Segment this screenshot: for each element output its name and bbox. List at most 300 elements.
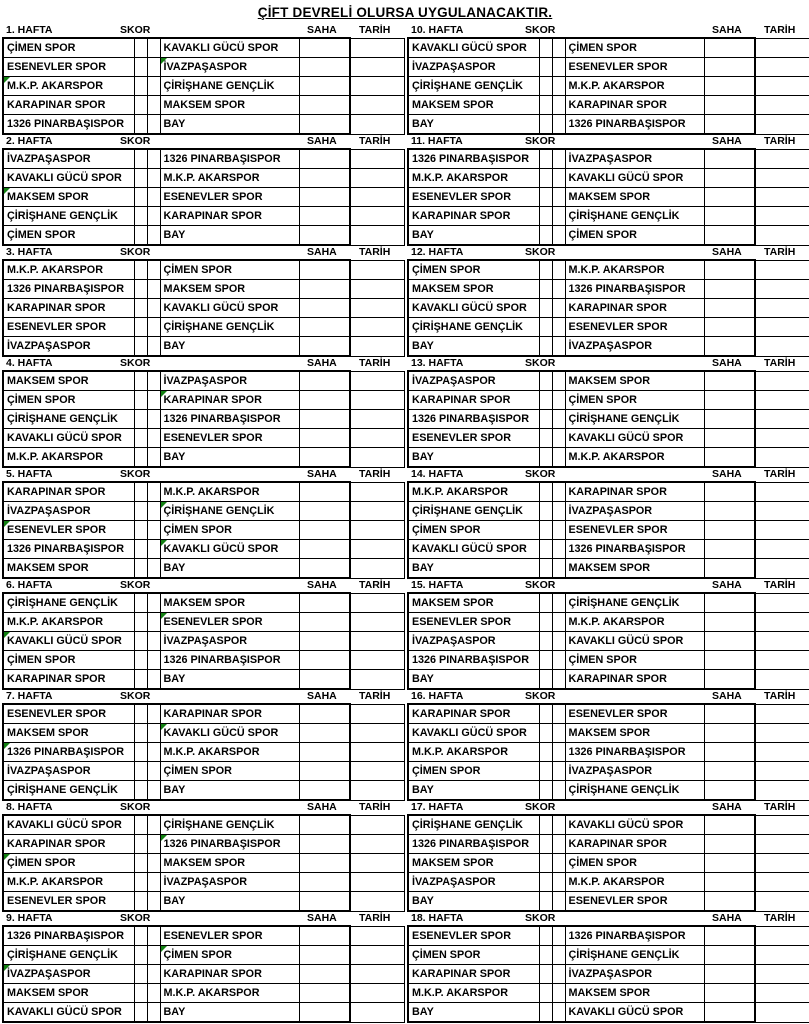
saha-value-cell [299,873,350,892]
away-score-cell [147,873,160,892]
saha-value-cell [704,96,755,115]
saha-value-cell [299,38,350,58]
tarih-value-cell [350,1003,404,1023]
match-row [408,854,809,873]
week-header [407,578,808,592]
home-team-cell: ESENEVLER SPOR [3,892,134,912]
week-block [2,578,403,689]
away-team-cell: ÇİMEN SPOR [565,854,704,873]
away-team-cell: ÇİRİŞHANE GENÇLİK [565,207,704,226]
home-team-cell: M.K.P. AKARSPOR [408,482,539,502]
away-score-cell [147,226,160,246]
home-team-cell: ÇİMEN SPOR [3,391,134,410]
match-row [408,651,809,670]
tarih-value-cell [755,521,809,540]
week-header [2,467,403,481]
home-score-cell [539,540,552,559]
away-score-cell [552,946,565,965]
match-row [3,892,404,912]
home-score-cell [134,149,147,169]
tarih-value-cell [755,965,809,984]
match-row [3,984,404,1003]
home-score-cell [539,115,552,135]
home-team-cell: MAKSEM SPOR [3,984,134,1003]
match-row [3,873,404,892]
away-score-cell [552,391,565,410]
home-score-cell [134,58,147,77]
week-block [2,911,403,1022]
away-team-cell: BAY [160,448,299,468]
home-team-cell: ÇİRİŞHANE GENÇLİK [3,946,134,965]
comment-marker-icon [4,743,10,749]
match-row [408,946,809,965]
away-score-cell [552,670,565,690]
saha-value-cell [704,743,755,762]
fixture-table [2,370,405,468]
away-team-cell: ÇİRİŞHANE GENÇLİK [565,946,704,965]
home-team-cell: ÇİRİŞHANE GENÇLİK [3,781,134,801]
saha-column-header: SAHA [712,468,742,480]
tarih-column-header: TARİH [359,246,391,258]
saha-value-cell [704,762,755,781]
away-team-cell: ESENEVLER SPOR [565,704,704,724]
saha-value-cell [299,115,350,135]
match-row [408,226,809,246]
match-row [408,429,809,448]
tarih-value-cell [755,371,809,391]
week-header [407,23,808,37]
tarih-value-cell [350,743,404,762]
saha-value-cell [299,371,350,391]
home-team-cell: ÇİMEN SPOR [3,651,134,670]
away-score-cell [147,559,160,579]
home-score-cell [539,743,552,762]
saha-value-cell [704,391,755,410]
week-block [2,134,403,245]
week-label: 9. HAFTA [6,912,53,924]
away-team-cell: İVAZPAŞASPOR [160,58,299,77]
tarih-value-cell [755,854,809,873]
match-row [408,448,809,468]
saha-value-cell [704,318,755,337]
match-row [408,704,809,724]
tarih-column-header: TARİH [359,357,391,369]
match-row [3,651,404,670]
home-team-cell: KARAPINAR SPOR [3,299,134,318]
away-team-cell: ESENEVLER SPOR [160,926,299,946]
tarih-value-cell [350,613,404,632]
home-score-cell [539,946,552,965]
away-score-cell [147,613,160,632]
away-score-cell [552,448,565,468]
saha-value-cell [299,149,350,169]
week-label: 14. HAFTA [411,468,464,480]
tarih-value-cell [755,226,809,246]
saha-value-cell [704,704,755,724]
away-team-cell: ÇİMEN SPOR [565,226,704,246]
saha-column-header: SAHA [307,246,337,258]
tarih-value-cell [350,482,404,502]
skor-column-header: SKOR [120,801,151,813]
week-block [407,578,808,689]
saha-value-cell [299,651,350,670]
away-team-cell: MAKSEM SPOR [160,280,299,299]
match-row [3,410,404,429]
saha-value-cell [704,77,755,96]
home-team-cell: BAY [408,892,539,912]
skor-column-header: SKOR [525,579,556,591]
home-team-cell: MAKSEM SPOR [408,280,539,299]
match-row [3,613,404,632]
skor-column-header: SKOR [120,690,151,702]
comment-marker-icon [4,188,10,194]
tarih-column-header: TARİH [764,690,796,702]
match-row [408,337,809,357]
saha-value-cell [299,965,350,984]
home-team-cell: BAY [408,337,539,357]
away-team-cell: M.K.P. AKARSPOR [565,613,704,632]
home-score-cell [134,502,147,521]
home-score-cell [134,815,147,835]
home-team-cell: M.K.P. AKARSPOR [3,448,134,468]
comment-marker-icon [161,502,167,508]
home-score-cell [539,77,552,96]
away-team-cell: 1326 PINARBAŞISPOR [565,743,704,762]
away-team-cell: ÇİMEN SPOR [160,946,299,965]
week-label: 18. HAFTA [411,912,464,924]
saha-value-cell [299,58,350,77]
home-team-cell: MAKSEM SPOR [3,188,134,207]
match-row [3,149,404,169]
home-team-cell: ESENEVLER SPOR [408,613,539,632]
home-team-cell: MAKSEM SPOR [408,96,539,115]
saha-value-cell [704,410,755,429]
home-score-cell [539,965,552,984]
tarih-column-header: TARİH [764,357,796,369]
away-team-cell: ESENEVLER SPOR [565,58,704,77]
home-team-cell: 1326 PINARBAŞISPOR [3,926,134,946]
away-score-cell [147,77,160,96]
match-row [3,743,404,762]
tarih-value-cell [755,613,809,632]
home-score-cell [539,704,552,724]
away-team-cell: BAY [160,892,299,912]
saha-value-cell [704,670,755,690]
week-block [2,467,403,578]
away-team-cell: ÇİRİŞHANE GENÇLİK [160,502,299,521]
away-score-cell [147,651,160,670]
home-team-cell: KAVAKLI GÜCÜ SPOR [408,299,539,318]
away-team-cell: 1326 PINARBAŞISPOR [160,410,299,429]
tarih-value-cell [755,299,809,318]
away-score-cell [552,892,565,912]
match-row [3,835,404,854]
home-team-cell: BAY [408,559,539,579]
home-score-cell [134,337,147,357]
home-score-cell [134,632,147,651]
away-team-cell: M.K.P. AKARSPOR [565,873,704,892]
away-team-cell: ÇİRİŞHANE GENÇLİK [160,815,299,835]
saha-value-cell [299,892,350,912]
home-team-cell: ÇİRİŞHANE GENÇLİK [408,815,539,835]
match-row [3,815,404,835]
tarih-value-cell [350,926,404,946]
home-team-cell: KAVAKLI GÜCÜ SPOR [408,540,539,559]
home-score-cell [539,502,552,521]
away-score-cell [147,260,160,280]
saha-value-cell [299,391,350,410]
tarih-value-cell [755,743,809,762]
away-team-cell: KAVAKLI GÜCÜ SPOR [565,632,704,651]
away-team-cell: BAY [160,226,299,246]
away-score-cell [147,391,160,410]
home-team-cell: ESENEVLER SPOR [3,521,134,540]
saha-value-cell [704,1003,755,1023]
tarih-column-header: TARİH [359,912,391,924]
away-team-cell: 1326 PINARBAŞISPOR [565,926,704,946]
tarih-value-cell [755,892,809,912]
away-score-cell [552,613,565,632]
saha-value-cell [299,188,350,207]
home-score-cell [134,429,147,448]
week-header [2,23,403,37]
home-score-cell [539,926,552,946]
week-label: 4. HAFTA [6,357,53,369]
saha-value-cell [299,521,350,540]
away-score-cell [552,38,565,58]
match-row [3,280,404,299]
home-team-cell: KARAPINAR SPOR [3,670,134,690]
away-score-cell [552,371,565,391]
tarih-column-header: TARİH [359,24,391,36]
tarih-value-cell [350,429,404,448]
home-team-cell: BAY [408,226,539,246]
saha-value-cell [299,429,350,448]
tarih-value-cell [755,391,809,410]
match-row [3,318,404,337]
skor-column-header: SKOR [120,135,151,147]
tarih-value-cell [350,502,404,521]
home-score-cell [539,207,552,226]
tarih-column-header: TARİH [359,468,391,480]
saha-value-cell [299,559,350,579]
fixture-table [2,148,405,246]
away-score-cell [552,410,565,429]
home-score-cell [134,188,147,207]
match-row [408,391,809,410]
away-team-cell: ÇİMEN SPOR [160,260,299,280]
saha-column-header: SAHA [712,801,742,813]
away-team-cell: ÇİMEN SPOR [565,391,704,410]
home-team-cell: KARAPINAR SPOR [408,391,539,410]
away-score-cell [552,593,565,613]
away-score-cell [147,188,160,207]
away-score-cell [147,670,160,690]
away-score-cell [147,521,160,540]
away-score-cell [147,207,160,226]
week-header [2,245,403,259]
home-score-cell [539,260,552,280]
away-team-cell: M.K.P. AKARSPOR [160,169,299,188]
match-row [3,77,404,96]
saha-column-header: SAHA [712,24,742,36]
saha-column-header: SAHA [712,912,742,924]
saha-column-header: SAHA [712,246,742,258]
week-header [407,800,808,814]
match-row [408,762,809,781]
home-team-cell: ÇİRİŞHANE GENÇLİK [3,410,134,429]
away-team-cell: ÇİRİŞHANE GENÇLİK [565,593,704,613]
match-row [408,318,809,337]
home-team-cell: ÇİMEN SPOR [408,762,539,781]
tarih-value-cell [755,781,809,801]
away-team-cell: ÇİMEN SPOR [160,521,299,540]
tarih-value-cell [350,77,404,96]
tarih-value-cell [755,540,809,559]
away-score-cell [147,280,160,299]
away-score-cell [147,410,160,429]
home-team-cell: KAVAKLI GÜCÜ SPOR [3,632,134,651]
week-label: 1. HAFTA [6,24,53,36]
home-team-cell: 1326 PINARBAŞISPOR [408,835,539,854]
home-score-cell [539,337,552,357]
tarih-value-cell [350,410,404,429]
match-row [3,704,404,724]
home-team-cell: ESENEVLER SPOR [408,429,539,448]
home-score-cell [539,670,552,690]
away-score-cell [147,854,160,873]
comment-marker-icon [161,540,167,546]
away-score-cell [552,835,565,854]
away-score-cell [552,762,565,781]
away-score-cell [552,1003,565,1023]
tarih-value-cell [755,169,809,188]
saha-value-cell [704,448,755,468]
week-label: 11. HAFTA [411,135,463,147]
home-team-cell: İVAZPAŞASPOR [408,873,539,892]
week-header [2,356,403,370]
match-row [408,115,809,135]
away-score-cell [147,448,160,468]
saha-value-cell [704,337,755,357]
away-score-cell [147,299,160,318]
home-team-cell: BAY [408,781,539,801]
home-team-cell: 1326 PINARBAŞISPOR [3,280,134,299]
away-score-cell [552,704,565,724]
away-team-cell: KAVAKLI GÜCÜ SPOR [565,815,704,835]
away-team-cell: KAVAKLI GÜCÜ SPOR [565,1003,704,1023]
away-team-cell: ESENEVLER SPOR [565,521,704,540]
skor-column-header: SKOR [525,24,556,36]
match-row [408,815,809,835]
home-score-cell [539,280,552,299]
home-score-cell [539,149,552,169]
home-score-cell [134,704,147,724]
saha-column-header: SAHA [712,357,742,369]
away-team-cell: MAKSEM SPOR [160,593,299,613]
tarih-value-cell [350,873,404,892]
tarih-value-cell [755,482,809,502]
saha-value-cell [704,873,755,892]
home-team-cell: M.K.P. AKARSPOR [408,984,539,1003]
away-team-cell: ESENEVLER SPOR [160,429,299,448]
home-score-cell [134,96,147,115]
away-score-cell [552,429,565,448]
match-row [408,77,809,96]
week-label: 2. HAFTA [6,135,53,147]
week-header [2,134,403,148]
home-team-cell: BAY [408,670,539,690]
saha-value-cell [704,984,755,1003]
home-team-cell: M.K.P. AKARSPOR [408,743,539,762]
saha-value-cell [704,632,755,651]
week-label: 16. HAFTA [411,690,464,702]
home-score-cell [539,762,552,781]
home-team-cell: İVAZPAŞASPOR [408,58,539,77]
week-label: 5. HAFTA [6,468,53,480]
tarih-column-header: TARİH [359,801,391,813]
home-team-cell: M.K.P. AKARSPOR [3,260,134,280]
saha-value-cell [299,299,350,318]
match-row [408,559,809,579]
away-team-cell: MAKSEM SPOR [565,724,704,743]
tarih-value-cell [755,835,809,854]
saha-value-cell [704,946,755,965]
match-row [408,260,809,280]
home-score-cell [539,38,552,58]
home-score-cell [539,892,552,912]
home-team-cell: MAKSEM SPOR [3,559,134,579]
saha-value-cell [704,260,755,280]
home-score-cell [134,873,147,892]
comment-marker-icon [4,521,10,527]
week-header [2,578,403,592]
saha-value-cell [299,593,350,613]
away-score-cell [147,724,160,743]
saha-value-cell [704,559,755,579]
tarih-value-cell [350,96,404,115]
away-team-cell: M.K.P. AKARSPOR [565,260,704,280]
home-team-cell: ESENEVLER SPOR [3,704,134,724]
tarih-value-cell [755,559,809,579]
home-team-cell: M.K.P. AKARSPOR [3,873,134,892]
week-header [407,911,808,925]
away-team-cell: BAY [160,559,299,579]
saha-value-cell [299,743,350,762]
match-row [408,670,809,690]
away-score-cell [147,482,160,502]
home-score-cell [539,873,552,892]
saha-value-cell [704,299,755,318]
match-row [408,96,809,115]
away-score-cell [147,38,160,58]
away-team-cell: ÇİRİŞHANE GENÇLİK [565,781,704,801]
fixture-table [407,703,809,801]
saha-value-cell [704,651,755,670]
home-score-cell [134,926,147,946]
week-label: 12. HAFTA [411,246,464,258]
home-score-cell [539,835,552,854]
home-team-cell: ÇİRİŞHANE GENÇLİK [408,318,539,337]
week-block [407,467,808,578]
match-row [408,743,809,762]
tarih-value-cell [350,391,404,410]
tarih-value-cell [755,260,809,280]
match-row [3,226,404,246]
week-block [407,356,808,467]
match-row [408,781,809,801]
home-score-cell [539,318,552,337]
